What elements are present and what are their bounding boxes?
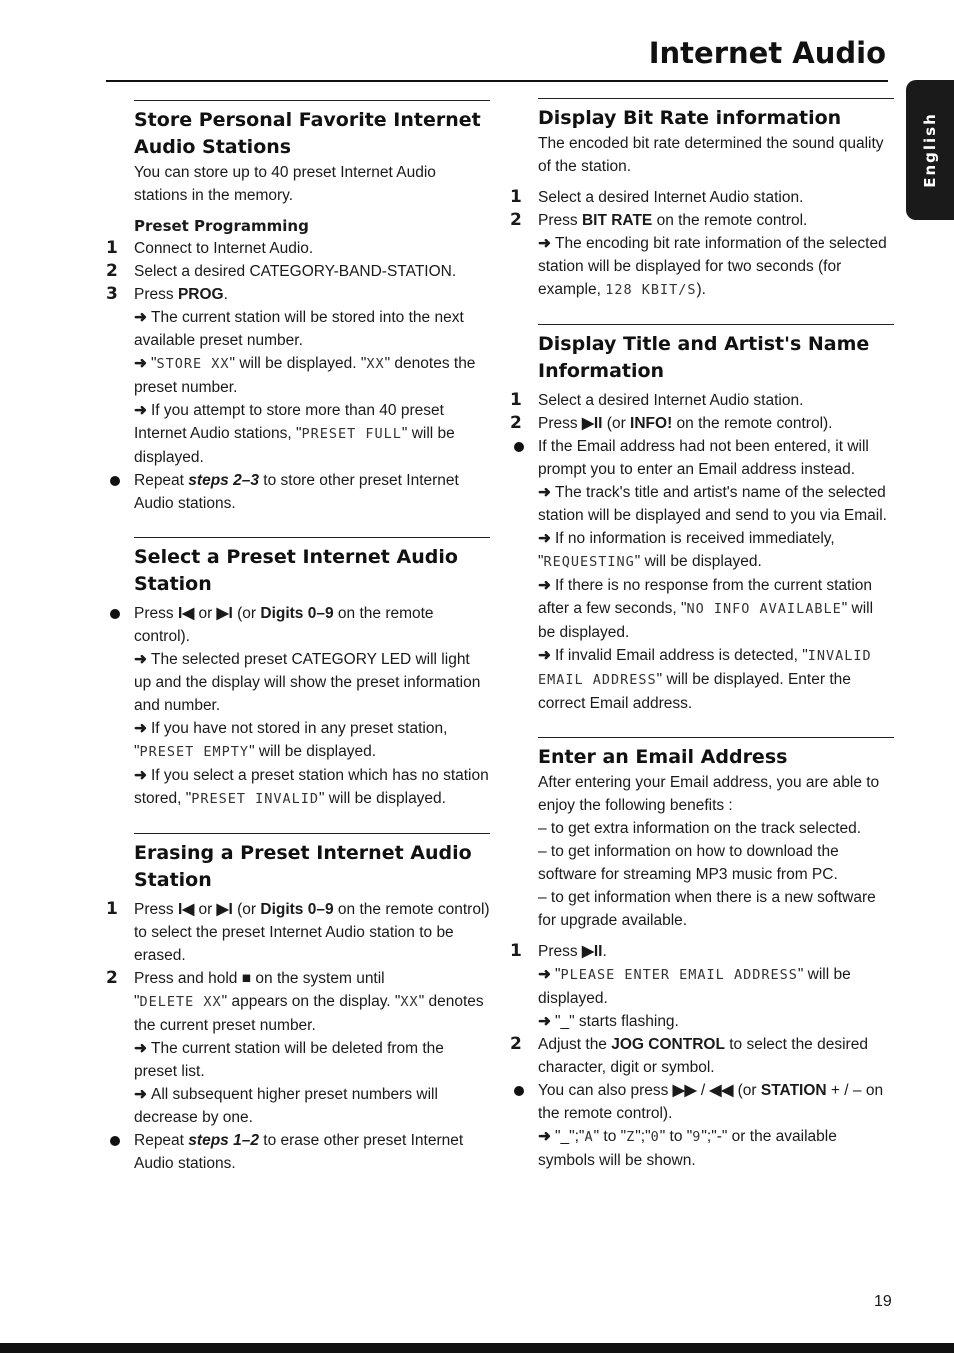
result: ➜ If you attempt to store more than 40 preset Internet Audio stations, "PRESET FULL" will be displayed.	[106, 399, 490, 469]
arrow-icon: ➜	[134, 355, 147, 372]
bullet-item: You can also press ▶▶ / ◀◀ (or STATION + / – on the remote control).	[510, 1079, 894, 1125]
step-number: 1	[106, 238, 118, 258]
lcd-text: 0	[650, 1129, 660, 1145]
result: ➜ If invalid Email address is detected, "INVALID EMAIL ADDRESS" will be displayed. Enter the correct Email address.	[510, 644, 894, 715]
lcd-text: Z	[626, 1129, 636, 1145]
lcd-text: XX	[400, 994, 419, 1010]
section-rule	[538, 737, 894, 738]
left-column	[106, 100, 490, 1197]
lcd-text: 9	[692, 1129, 702, 1145]
intro-text: After entering your Email address, you are able to enjoy the following benefits :	[538, 774, 880, 814]
bullet-icon	[106, 1129, 134, 1175]
step: 2 Select a desired CATEGORY-BAND-STATION.	[106, 261, 457, 281]
arrow-icon: ➜	[538, 484, 551, 501]
bullet-icon	[106, 602, 134, 648]
prev-icon: I◀	[177, 605, 195, 622]
lcd-text: PLEASE ENTER EMAIL ADDRESS	[560, 967, 798, 983]
intro-text: The encoded bit rate determined the sound quality of the station.	[538, 135, 884, 175]
right-column	[510, 98, 894, 1194]
arrow-icon: ➜	[538, 530, 551, 547]
section-erase-preset	[106, 833, 490, 1175]
result: ➜ "_";"A" to "Z";"0" to "9";"-" or the available symbols will be shown.	[510, 1125, 894, 1172]
lcd-text: A	[584, 1129, 594, 1145]
bullet-item: If the Email address had not been entered, it will prompt you to enter an Email address instead.	[510, 435, 894, 481]
lcd-text: DELETE XX	[139, 994, 222, 1010]
arrow-icon: ➜	[134, 767, 147, 784]
arrow-icon: ➜	[538, 577, 551, 594]
play-pause-icon: ▶II	[581, 415, 603, 432]
result: ➜ "STORE XX" will be displayed. "XX" denotes the preset number.	[106, 352, 490, 399]
step: 2 Press and hold ■ on the system until "DELETE XX" appears on the display. "XX" denotes the current preset number.	[106, 967, 490, 1037]
list-item: – to get information on how to download the software for streaming MP3 music from PC.	[538, 843, 839, 883]
section-title: Store Personal Favorite Internet Audio Stations	[134, 109, 481, 158]
step-number: 1	[510, 941, 522, 961]
result: ➜ "PLEASE ENTER EMAIL ADDRESS" will be displayed.	[510, 963, 894, 1010]
section-store-presets	[106, 100, 490, 515]
lcd-text: PRESET INVALID	[191, 791, 319, 807]
bottom-bar	[0, 1343, 954, 1353]
bullet-icon	[510, 1079, 538, 1125]
step-number: 3	[106, 284, 118, 304]
lcd-text: PRESET EMPTY	[139, 744, 250, 760]
step: 1 Press I◀ or ▶I (or Digits 0–9 on the remote control) to select the preset Internet Audio station to be erased.	[106, 898, 490, 967]
next-icon: ▶I	[216, 901, 233, 918]
bullet-item: Repeat steps 2–3 to store other preset Internet Audio stations.	[106, 469, 490, 515]
step: 1 Press ▶II.	[510, 941, 607, 961]
page-title: Internet Audio	[648, 36, 886, 70]
arrow-icon: ➜	[538, 1013, 551, 1030]
result: ➜ If you have not stored in any preset station, "PRESET EMPTY" will be displayed.	[106, 717, 490, 764]
step: 1 Select a desired Internet Audio station.	[510, 390, 804, 410]
result: ➜ The current station will be deleted from the preset list.	[106, 1037, 490, 1083]
play-pause-icon: ▶II	[581, 943, 603, 960]
bullet-item: Repeat steps 1–2 to erase other preset Internet Audio stations.	[106, 1129, 490, 1175]
section-rule	[538, 324, 894, 325]
step-number: 2	[510, 1034, 522, 1054]
step-number: 2	[106, 968, 118, 988]
step: 1 Select a desired Internet Audio station.	[510, 187, 804, 207]
step-number: 2	[510, 413, 522, 433]
language-tab	[906, 80, 954, 220]
result: ➜ The track's title and artist's name of the selected station will be displayed and send to you via Email.	[510, 481, 894, 527]
next-icon: ▶I	[216, 605, 233, 622]
step: 3 Press PROG.	[106, 284, 228, 304]
lcd-text: REQUESTING	[543, 554, 635, 570]
rewind-icon: ◀◀	[709, 1082, 734, 1099]
fast-forward-icon: ▶▶	[672, 1082, 697, 1099]
step: 2 Press ▶II (or INFO! on the remote control).	[510, 413, 833, 433]
section-title: Display Title and Artist's Name Information	[538, 333, 870, 382]
lcd-text: 128 KBIT/S	[605, 282, 697, 298]
step: 2 Press BIT RATE on the remote control.	[510, 210, 808, 230]
section-title: Erasing a Preset Internet Audio Station	[134, 842, 472, 891]
arrow-icon: ➜	[134, 720, 147, 737]
section-rule	[134, 537, 490, 538]
arrow-icon: ➜	[538, 647, 551, 664]
prev-icon: I◀	[177, 901, 195, 918]
arrow-icon: ➜	[134, 402, 147, 419]
step-number: 1	[106, 899, 118, 919]
step-number: 2	[106, 261, 118, 281]
result: ➜ "_" starts flashing.	[510, 1010, 894, 1033]
subheading: Preset Programming	[134, 217, 309, 235]
arrow-icon: ➜	[538, 1128, 551, 1145]
lcd-text: XX	[366, 356, 385, 372]
page-number: 19	[874, 1293, 892, 1310]
result: ➜ The encoding bit rate information of the selected station will be displayed for two seconds (for example, 128 KBIT/S).	[510, 232, 894, 302]
section-rule	[134, 100, 490, 101]
bullet-icon	[510, 435, 538, 481]
list-item: – to get extra information on the track selected.	[538, 820, 862, 837]
language-tab-label: English	[921, 112, 939, 188]
section-bit-rate	[510, 98, 894, 302]
step: 1 Connect to Internet Audio.	[106, 238, 314, 258]
arrow-icon: ➜	[134, 651, 147, 668]
arrow-icon: ➜	[538, 235, 551, 252]
section-title-artist	[510, 324, 894, 715]
stop-icon: ■	[241, 970, 252, 987]
result: ➜ If you select a preset station which has no station stored, "PRESET INVALID" will be displayed.	[106, 764, 490, 811]
arrow-icon: ➜	[134, 309, 147, 326]
section-email	[510, 737, 894, 1172]
arrow-icon: ➜	[538, 966, 551, 983]
intro-text: You can store up to 40 preset Internet Audio stations in the memory.	[134, 164, 436, 204]
step-number: 1	[510, 187, 522, 207]
result: ➜ If there is no response from the current station after a few seconds, "NO INFO AVAILABLE" will be displayed.	[510, 574, 894, 644]
arrow-icon: ➜	[134, 1040, 147, 1057]
result: ➜ The selected preset CATEGORY LED will light up and the display will show the preset information and number.	[106, 648, 490, 717]
lcd-text: NO INFO AVAILABLE	[686, 601, 842, 617]
section-rule	[134, 833, 490, 834]
section-title: Display Bit Rate information	[538, 107, 842, 129]
section-title: Enter an Email Address	[538, 746, 788, 768]
result: ➜ All subsequent higher preset numbers will decrease by one.	[106, 1083, 490, 1129]
bullet-item: Press I◀ or ▶I (or Digits 0–9 on the remote control).	[106, 602, 490, 648]
result: ➜ The current station will be stored into the next available preset number.	[106, 306, 490, 352]
section-title: Select a Preset Internet Audio Station	[134, 546, 458, 595]
arrow-icon: ➜	[134, 1086, 147, 1103]
step-number: 2	[510, 210, 522, 230]
lcd-text: STORE XX	[156, 356, 230, 372]
lcd-text: PRESET FULL	[301, 426, 402, 442]
section-rule	[538, 98, 894, 99]
title-rule	[106, 80, 888, 82]
section-select-preset	[106, 537, 490, 811]
step-number: 1	[510, 390, 522, 410]
step: 2 Adjust the JOG CONTROL to select the desired character, digit or symbol.	[510, 1033, 894, 1079]
bullet-icon	[106, 469, 134, 515]
lcd-text: INVALID EMAIL ADDRESS	[538, 648, 872, 688]
result: ➜ If no information is received immediately, "REQUESTING" will be displayed.	[510, 527, 894, 574]
list-item: – to get information when there is a new software for upgrade available.	[538, 889, 876, 929]
